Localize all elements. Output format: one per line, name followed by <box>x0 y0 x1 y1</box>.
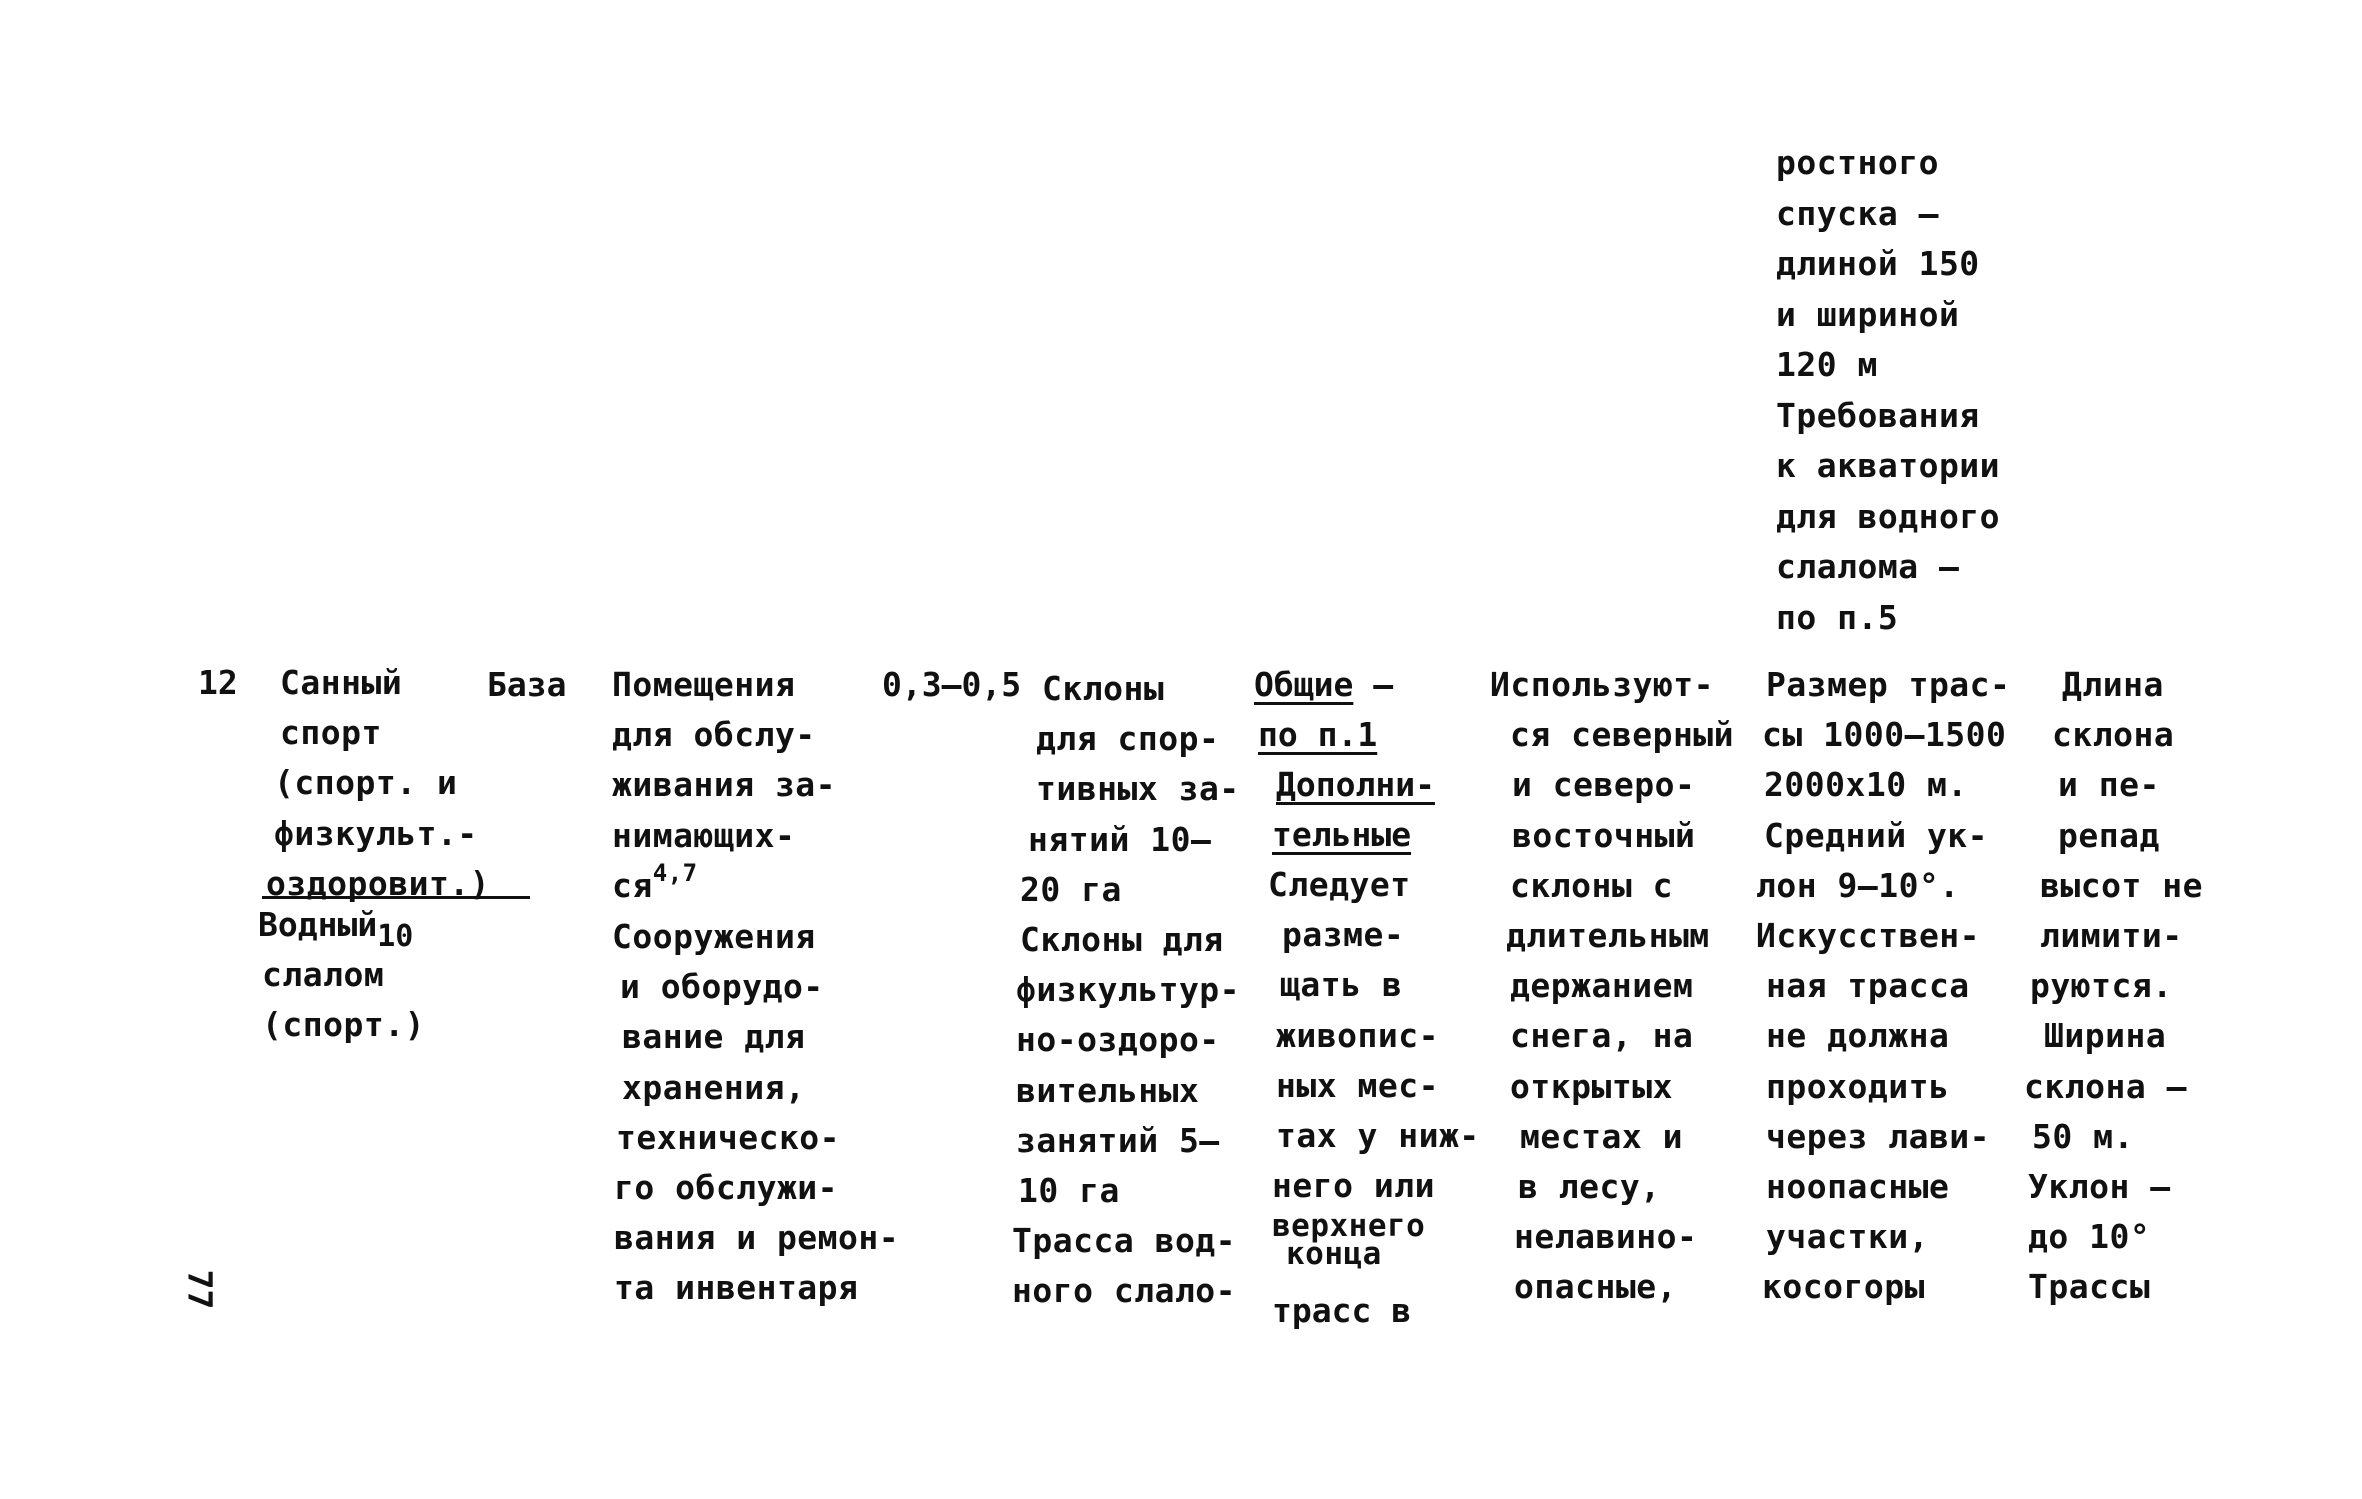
text-line: Трасса вод- <box>1012 1221 1237 1261</box>
text-line: к акватории <box>1776 446 2001 485</box>
text-line: хранения, <box>622 1067 806 1107</box>
text-line: проходить <box>1766 1066 1950 1106</box>
text-line <box>1254 660 1393 710</box>
divider-line <box>262 896 530 899</box>
text-line: 10 га <box>1018 1171 1120 1211</box>
text-line: щать в <box>1280 965 1403 1005</box>
text-line: сы 1000–1500 <box>1762 715 2007 755</box>
text-line: через лави- <box>1766 1116 1991 1156</box>
text-line: Средний ук- <box>1764 815 1989 855</box>
text-line: Ширина <box>2044 1016 2167 1056</box>
text-line: тах у ниж- <box>1276 1116 1480 1156</box>
text-line: нелавино- <box>1514 1217 1698 1257</box>
text-line: участки, <box>1766 1217 1929 1257</box>
text-line: (спорт.) <box>262 1005 425 1045</box>
text-line: оздоровит.) <box>266 863 491 903</box>
text-line <box>612 858 836 914</box>
text-line: вание для <box>622 1017 806 1057</box>
text-line: до 10° <box>2028 1217 2151 1257</box>
text-line: ная трасса <box>1766 966 1970 1006</box>
text-line: склона <box>2052 715 2175 755</box>
text-line: не должна <box>1766 1016 1950 1056</box>
text-line: склона – <box>2024 1066 2187 1106</box>
text-line: ных мес- <box>1276 1065 1439 1105</box>
text-line: склоны с <box>1510 865 1673 905</box>
text-line <box>1258 710 1377 760</box>
text-line: 120 м <box>1776 345 1878 384</box>
text-line: вания и ремон- <box>614 1218 900 1258</box>
text-line: живания за- <box>612 765 837 805</box>
text-line: Искусствен- <box>1756 916 1981 956</box>
use-column <box>1490 660 1734 1313</box>
word: ся <box>612 865 653 905</box>
text-line: открытых <box>1510 1066 1673 1106</box>
text-line: длительным <box>1506 916 1710 956</box>
slopes-column <box>1012 664 1240 1317</box>
additional-title: тельные <box>1272 815 1412 854</box>
text-line: но-оздоро- <box>1016 1020 1220 1060</box>
text-line: высот не <box>2040 865 2203 905</box>
text-line: репад <box>2058 815 2160 855</box>
text-line <box>1276 760 1435 810</box>
text-line: нимающих- <box>612 815 796 855</box>
text-line: Следует <box>1268 865 1411 904</box>
footnote-ref: 4,7 <box>652 858 698 887</box>
slope-length-column <box>2022 660 2203 1313</box>
page-number: 77 <box>180 1269 220 1310</box>
text-line: Склоны <box>1042 669 1165 708</box>
text-line: трасс в <box>1272 1291 1412 1330</box>
text-line: конца <box>1286 1236 1382 1272</box>
text-line: Трассы <box>2028 1267 2151 1307</box>
text-line: Длина <box>2062 665 2164 704</box>
text-line: и пе- <box>2058 765 2160 805</box>
track-column <box>1756 660 2010 1313</box>
text-line: восточный <box>1512 815 1696 855</box>
text-line: ся северный <box>1510 715 1735 755</box>
text-line: него или <box>1272 1166 1435 1206</box>
text-line: нятий 10– <box>1028 819 1212 859</box>
text-line: косогоры <box>1762 1267 1925 1307</box>
text-line: для водного <box>1776 496 2001 536</box>
text-line: Используют- <box>1490 665 1715 704</box>
general-ref: по п.1 <box>1258 715 1378 754</box>
text-line: местах и <box>1520 1116 1683 1156</box>
text-line: живопис- <box>1276 1015 1439 1055</box>
type-cell: База <box>487 665 567 704</box>
text-line: го обслужи- <box>614 1168 839 1208</box>
text-line: слалом <box>262 955 385 994</box>
text-line: вительных <box>1016 1070 1200 1110</box>
area-cell: 0,3–0,5 <box>882 665 1022 704</box>
general-title: Общие <box>1254 665 1354 704</box>
sport-name: Водный <box>258 905 378 944</box>
text-line: лон 9–10°. <box>1756 865 1960 905</box>
text-line: длиной 150 <box>1776 244 1980 283</box>
text-line: та инвентаря <box>614 1268 859 1308</box>
text-line: по п.5 <box>1776 597 1899 637</box>
text-line: держанием <box>1510 966 1694 1006</box>
text-line: техническо- <box>616 1117 841 1157</box>
text-line: Размер трас- <box>1766 665 2011 704</box>
text-line: Склоны для <box>1020 920 1224 960</box>
text-line: Требования <box>1776 395 1980 435</box>
text-line: 50 м. <box>2032 1116 2134 1156</box>
text-line: Помещения <box>612 665 796 704</box>
additional-title: Дополни- <box>1276 765 1435 804</box>
footnote-ref: 10 <box>377 919 414 954</box>
dash: – <box>1353 665 1394 704</box>
text-line: слалома – <box>1776 547 1960 586</box>
text-line: спорт <box>280 713 382 753</box>
text-line: Сооружения <box>612 917 816 956</box>
text-line: в лесу, <box>1518 1167 1661 1207</box>
text-line: физкультур- <box>1016 970 1241 1010</box>
text-line <box>1272 810 1411 860</box>
text-line: для спор- <box>1036 719 1220 759</box>
text-line: физкульт.- <box>274 813 478 853</box>
text-line: и северо- <box>1512 765 1696 805</box>
text-line: руются. <box>2030 966 2173 1006</box>
text-line: разме- <box>1282 915 1405 955</box>
text-line: Санный <box>280 663 403 702</box>
row-number: 12 <box>198 663 238 702</box>
text-line: и оборудо- <box>620 967 824 1007</box>
text-line: занятий 5– <box>1016 1120 1220 1160</box>
prev-requirements-column <box>1776 138 2000 643</box>
text-line: лимити- <box>2040 916 2183 956</box>
text-line: ного слало- <box>1012 1271 1237 1311</box>
text-line: тивных за- <box>1036 769 1240 809</box>
text-line: 20 га <box>1020 869 1122 909</box>
text-line: ростного <box>1776 143 1939 182</box>
text-line: опасные, <box>1514 1267 1677 1307</box>
text-line: 2000х10 м. <box>1764 765 1968 805</box>
text-line: ноопасные <box>1766 1167 1950 1207</box>
text-line: спуска – <box>1776 193 1939 233</box>
text-line: Уклон – <box>2028 1167 2171 1207</box>
text-line: верхнего <box>1272 1208 1426 1244</box>
text-line: снега, на <box>1510 1016 1694 1056</box>
text-line: (спорт. и <box>274 763 458 803</box>
text-line: для обслу- <box>612 715 816 755</box>
text-line: и шириной <box>1776 294 1960 334</box>
text-line <box>258 900 413 952</box>
